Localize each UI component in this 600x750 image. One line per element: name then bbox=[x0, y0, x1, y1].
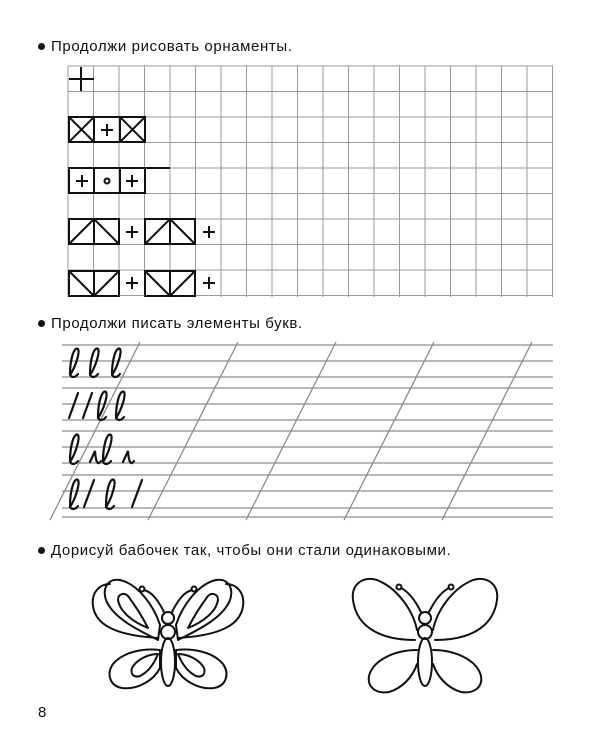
task-letters-text: Продолжи писать элементы букв. bbox=[51, 315, 303, 332]
task-ornaments-text: Продолжи рисовать орнаменты. bbox=[51, 38, 293, 55]
page-number: 8 bbox=[38, 704, 47, 721]
butterfly-outline-icon bbox=[353, 579, 497, 692]
bullet-icon bbox=[38, 547, 45, 554]
butterfly-decorated-icon bbox=[93, 580, 244, 689]
letter-loop-row-1 bbox=[70, 349, 121, 377]
letter-mixed-row-4 bbox=[70, 480, 142, 509]
letter-stroke-row-2 bbox=[69, 392, 125, 420]
task-butterflies-text: Дорисуй бабочек так, чтобы они стали одинаковыми. bbox=[51, 542, 452, 559]
task-butterflies bbox=[38, 542, 451, 559]
letter-loop-row-3 bbox=[70, 435, 134, 464]
